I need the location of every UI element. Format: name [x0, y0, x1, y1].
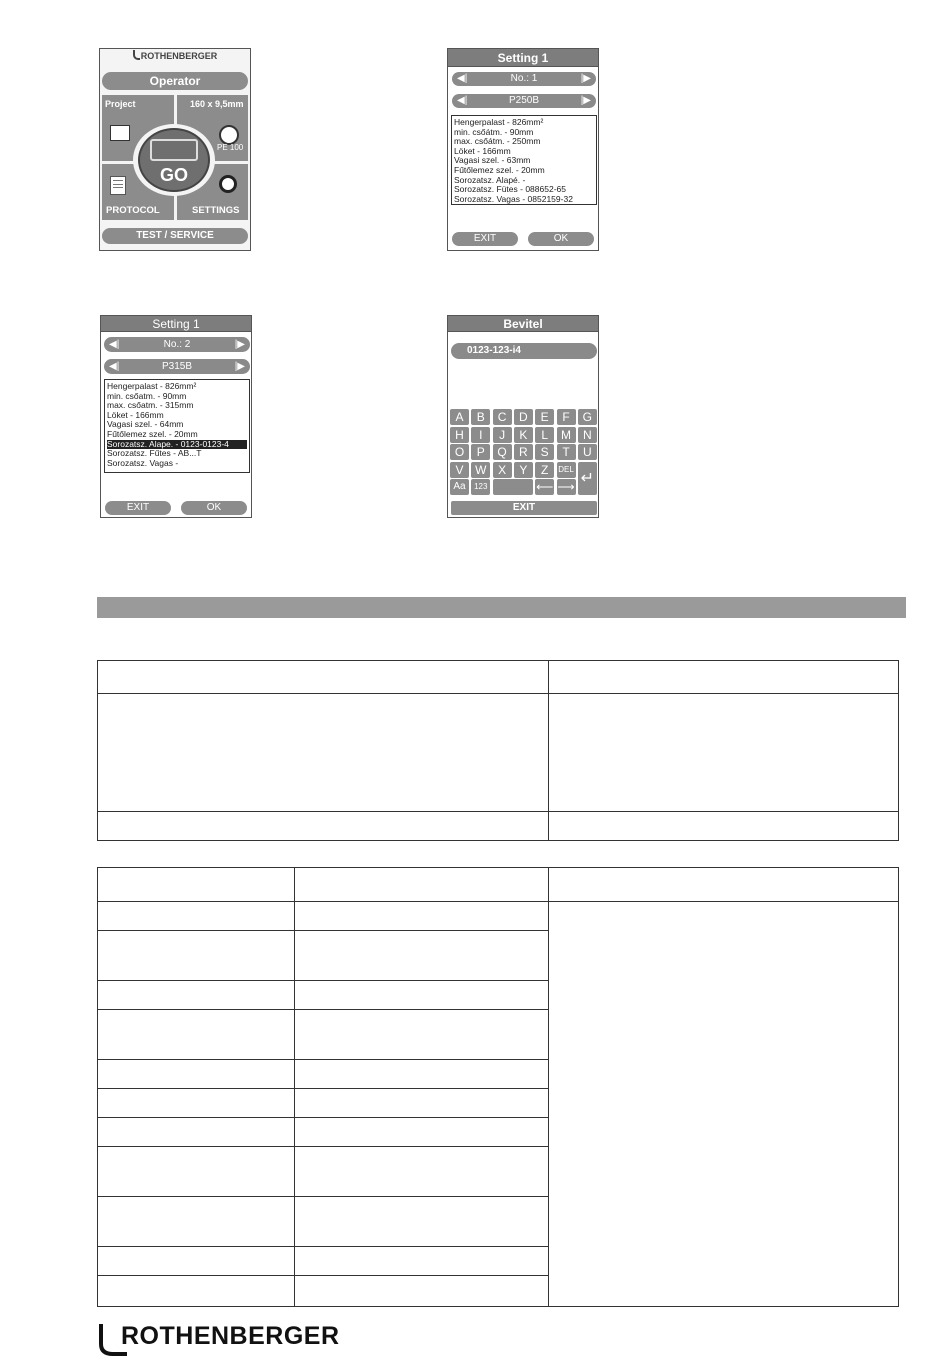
table-cell [98, 1010, 295, 1060]
pipe-ring-icon [219, 125, 239, 145]
table-cell [98, 1089, 295, 1118]
info-line: Hengerpalast - 826mm² [107, 381, 197, 391]
arrow-right-icon[interactable]: |▶ [234, 339, 245, 350]
table-cell [549, 868, 899, 902]
protocol-label: PROTOCOL [106, 205, 160, 216]
key-a[interactable]: A [450, 409, 469, 425]
key-c[interactable]: C [493, 409, 512, 425]
footer-brand: ROTHENBERGER [121, 1322, 340, 1350]
key-m[interactable]: M [557, 427, 576, 443]
cursor-left-key[interactable]: ⟵ [536, 480, 554, 494]
section-header-bar [97, 597, 906, 618]
arrow-right-icon[interactable]: |▶ [580, 73, 591, 84]
info-line: Sorozatsz. Fűtes - AB...T [107, 448, 202, 459]
info-line: Fűtőlemez szel. - 20mm [454, 164, 545, 175]
key-n[interactable]: N [578, 427, 597, 443]
key-f[interactable]: F [557, 409, 576, 425]
table-cell [295, 868, 549, 902]
table-cell [295, 1276, 549, 1307]
key-b[interactable]: B [471, 409, 490, 425]
table-cell [98, 1197, 295, 1247]
table-cell [98, 694, 549, 812]
table-cell [549, 902, 899, 1307]
arrow-left-icon[interactable]: ◀| [109, 339, 120, 350]
exit-button[interactable]: EXIT [105, 501, 171, 515]
key-u[interactable]: U [578, 444, 597, 460]
exit-button[interactable]: EXIT [451, 501, 597, 515]
key-x[interactable]: X [493, 462, 512, 478]
key-l[interactable]: L [535, 427, 554, 443]
table-cell [98, 1118, 295, 1147]
operator-button[interactable]: Operator [102, 72, 248, 90]
key-d[interactable]: D [514, 409, 533, 425]
table-cell [98, 1060, 295, 1089]
info-line: Sorozatsz. Alapé. - [454, 174, 526, 185]
table-cell [98, 1147, 295, 1197]
info-line-selected[interactable]: Sorozatsz. Alape. - 0123-0123-4 [107, 440, 247, 450]
bevitel-title: Bevitel [448, 316, 598, 332]
key-t[interactable]: T [557, 444, 576, 460]
setting1-screen-a [447, 48, 599, 251]
table-cell [295, 902, 549, 931]
number-selector[interactable]: ◀| No.: 1 |▶ [452, 72, 596, 86]
key-o[interactable]: O [450, 444, 469, 460]
key-k[interactable]: K [514, 427, 533, 443]
text-input[interactable]: 0123-123-i4 [451, 343, 597, 359]
key-v[interactable]: V [450, 462, 469, 478]
go-label: GO [159, 165, 188, 185]
table-cell [98, 981, 295, 1010]
info-line: Vagasi szel. - 64mm [107, 419, 184, 430]
table-cell [549, 661, 899, 694]
table-cell [98, 931, 295, 981]
model-selector[interactable]: ◀| P315B |▶ [104, 359, 250, 374]
enter-key[interactable]: ↵ [578, 462, 597, 496]
info-line: min. csőátm. - 90mm [454, 126, 534, 137]
table-cell [98, 812, 549, 841]
arrow-right-icon[interactable]: |▶ [234, 361, 245, 372]
ok-button[interactable]: OK [181, 501, 247, 515]
document-icon [110, 176, 126, 195]
info-line: Hengerpalast - 826mm² [454, 117, 544, 127]
arrow-right-icon[interactable]: |▶ [580, 95, 591, 106]
table-cell [295, 1118, 549, 1147]
key-w[interactable]: W [471, 462, 490, 478]
exit-button[interactable]: EXIT [452, 232, 518, 246]
arrow-left-icon[interactable]: ◀| [109, 361, 120, 372]
table-1 [97, 660, 899, 841]
shift-key[interactable]: Aa [450, 479, 469, 495]
bevitel-screen [447, 315, 599, 518]
info-line: max. csőátm. - 250mm [454, 136, 541, 147]
machine-icon [150, 139, 198, 161]
key-h[interactable]: H [450, 427, 469, 443]
table-cell [549, 812, 899, 841]
table-cell [98, 902, 295, 931]
delete-key[interactable]: DEL [557, 462, 576, 478]
table-cell [549, 694, 899, 812]
info-line: Sorozatsz. Fütes - 088652-65 [454, 184, 566, 195]
pipe-size-label: 160 x 9,5mm [190, 99, 244, 109]
arrow-left-icon[interactable]: ◀| [457, 95, 468, 106]
info-line: min. csőatm. - 90mm [107, 390, 187, 401]
setting1-screen-b [100, 315, 252, 518]
gear-icon [219, 175, 237, 193]
folder-icon [110, 125, 130, 141]
table-2 [97, 867, 899, 1307]
setting1-title: Setting 1 [448, 49, 598, 67]
info-line: Löket - 166mm [107, 409, 164, 420]
info-line: max. csőatm. - 315mm [107, 400, 194, 411]
key-e[interactable]: E [535, 409, 554, 425]
key-s[interactable]: S [535, 444, 554, 460]
ok-button[interactable]: OK [528, 232, 594, 246]
model-selector[interactable]: ◀| P250B |▶ [452, 94, 596, 108]
key-z[interactable]: Z [535, 462, 554, 478]
table-cell [295, 1089, 549, 1118]
info-line: Löket - 166mm [454, 145, 511, 156]
numeric-key[interactable]: 123 [471, 479, 490, 495]
key-q[interactable]: Q [493, 444, 512, 460]
key-p[interactable]: P [471, 444, 490, 460]
table-cell [295, 1147, 549, 1197]
main-screen [99, 48, 251, 251]
table-cell [98, 868, 295, 902]
table-cell [295, 1247, 549, 1276]
key-g[interactable]: G [578, 409, 597, 425]
key-y[interactable]: Y [514, 462, 533, 478]
info-line: Sorozatsz. Vagas - 0852159-32 [454, 193, 573, 204]
table-cell [98, 661, 549, 694]
info-line: Fűtőlemez szel. - 20mm [107, 428, 198, 439]
key-r[interactable]: R [514, 444, 533, 460]
number-selector[interactable]: ◀| No.: 2 |▶ [104, 337, 250, 352]
machine-info-box [104, 379, 250, 473]
machine-info-box [451, 115, 597, 205]
table-cell [295, 1060, 549, 1089]
setting1-title: Setting 1 [101, 316, 251, 332]
space-key[interactable] [493, 479, 534, 495]
cursor-right-key[interactable]: ⟶ [557, 480, 575, 494]
table-cell [98, 1276, 295, 1307]
table-cell [295, 931, 549, 981]
material-label: PE 100 [217, 143, 244, 152]
table-cell [295, 1197, 549, 1247]
key-j[interactable]: J [493, 427, 512, 443]
brand-logo: ROTHENBERGER [100, 50, 250, 61]
table-cell [295, 981, 549, 1010]
settings-label: SETTINGS [192, 205, 240, 216]
project-label: Project [105, 99, 136, 109]
arrow-left-icon[interactable]: ◀| [457, 73, 468, 84]
logo-hook-icon [133, 50, 140, 60]
test-service-button[interactable]: TEST / SERVICE [102, 228, 248, 244]
info-line: Vagasi szel. - 63mm [454, 155, 531, 166]
key-i[interactable]: I [471, 427, 490, 443]
table-cell [98, 1247, 295, 1276]
table-cell [295, 1010, 549, 1060]
info-line: Sorozatsz. Vagas - [107, 457, 179, 468]
